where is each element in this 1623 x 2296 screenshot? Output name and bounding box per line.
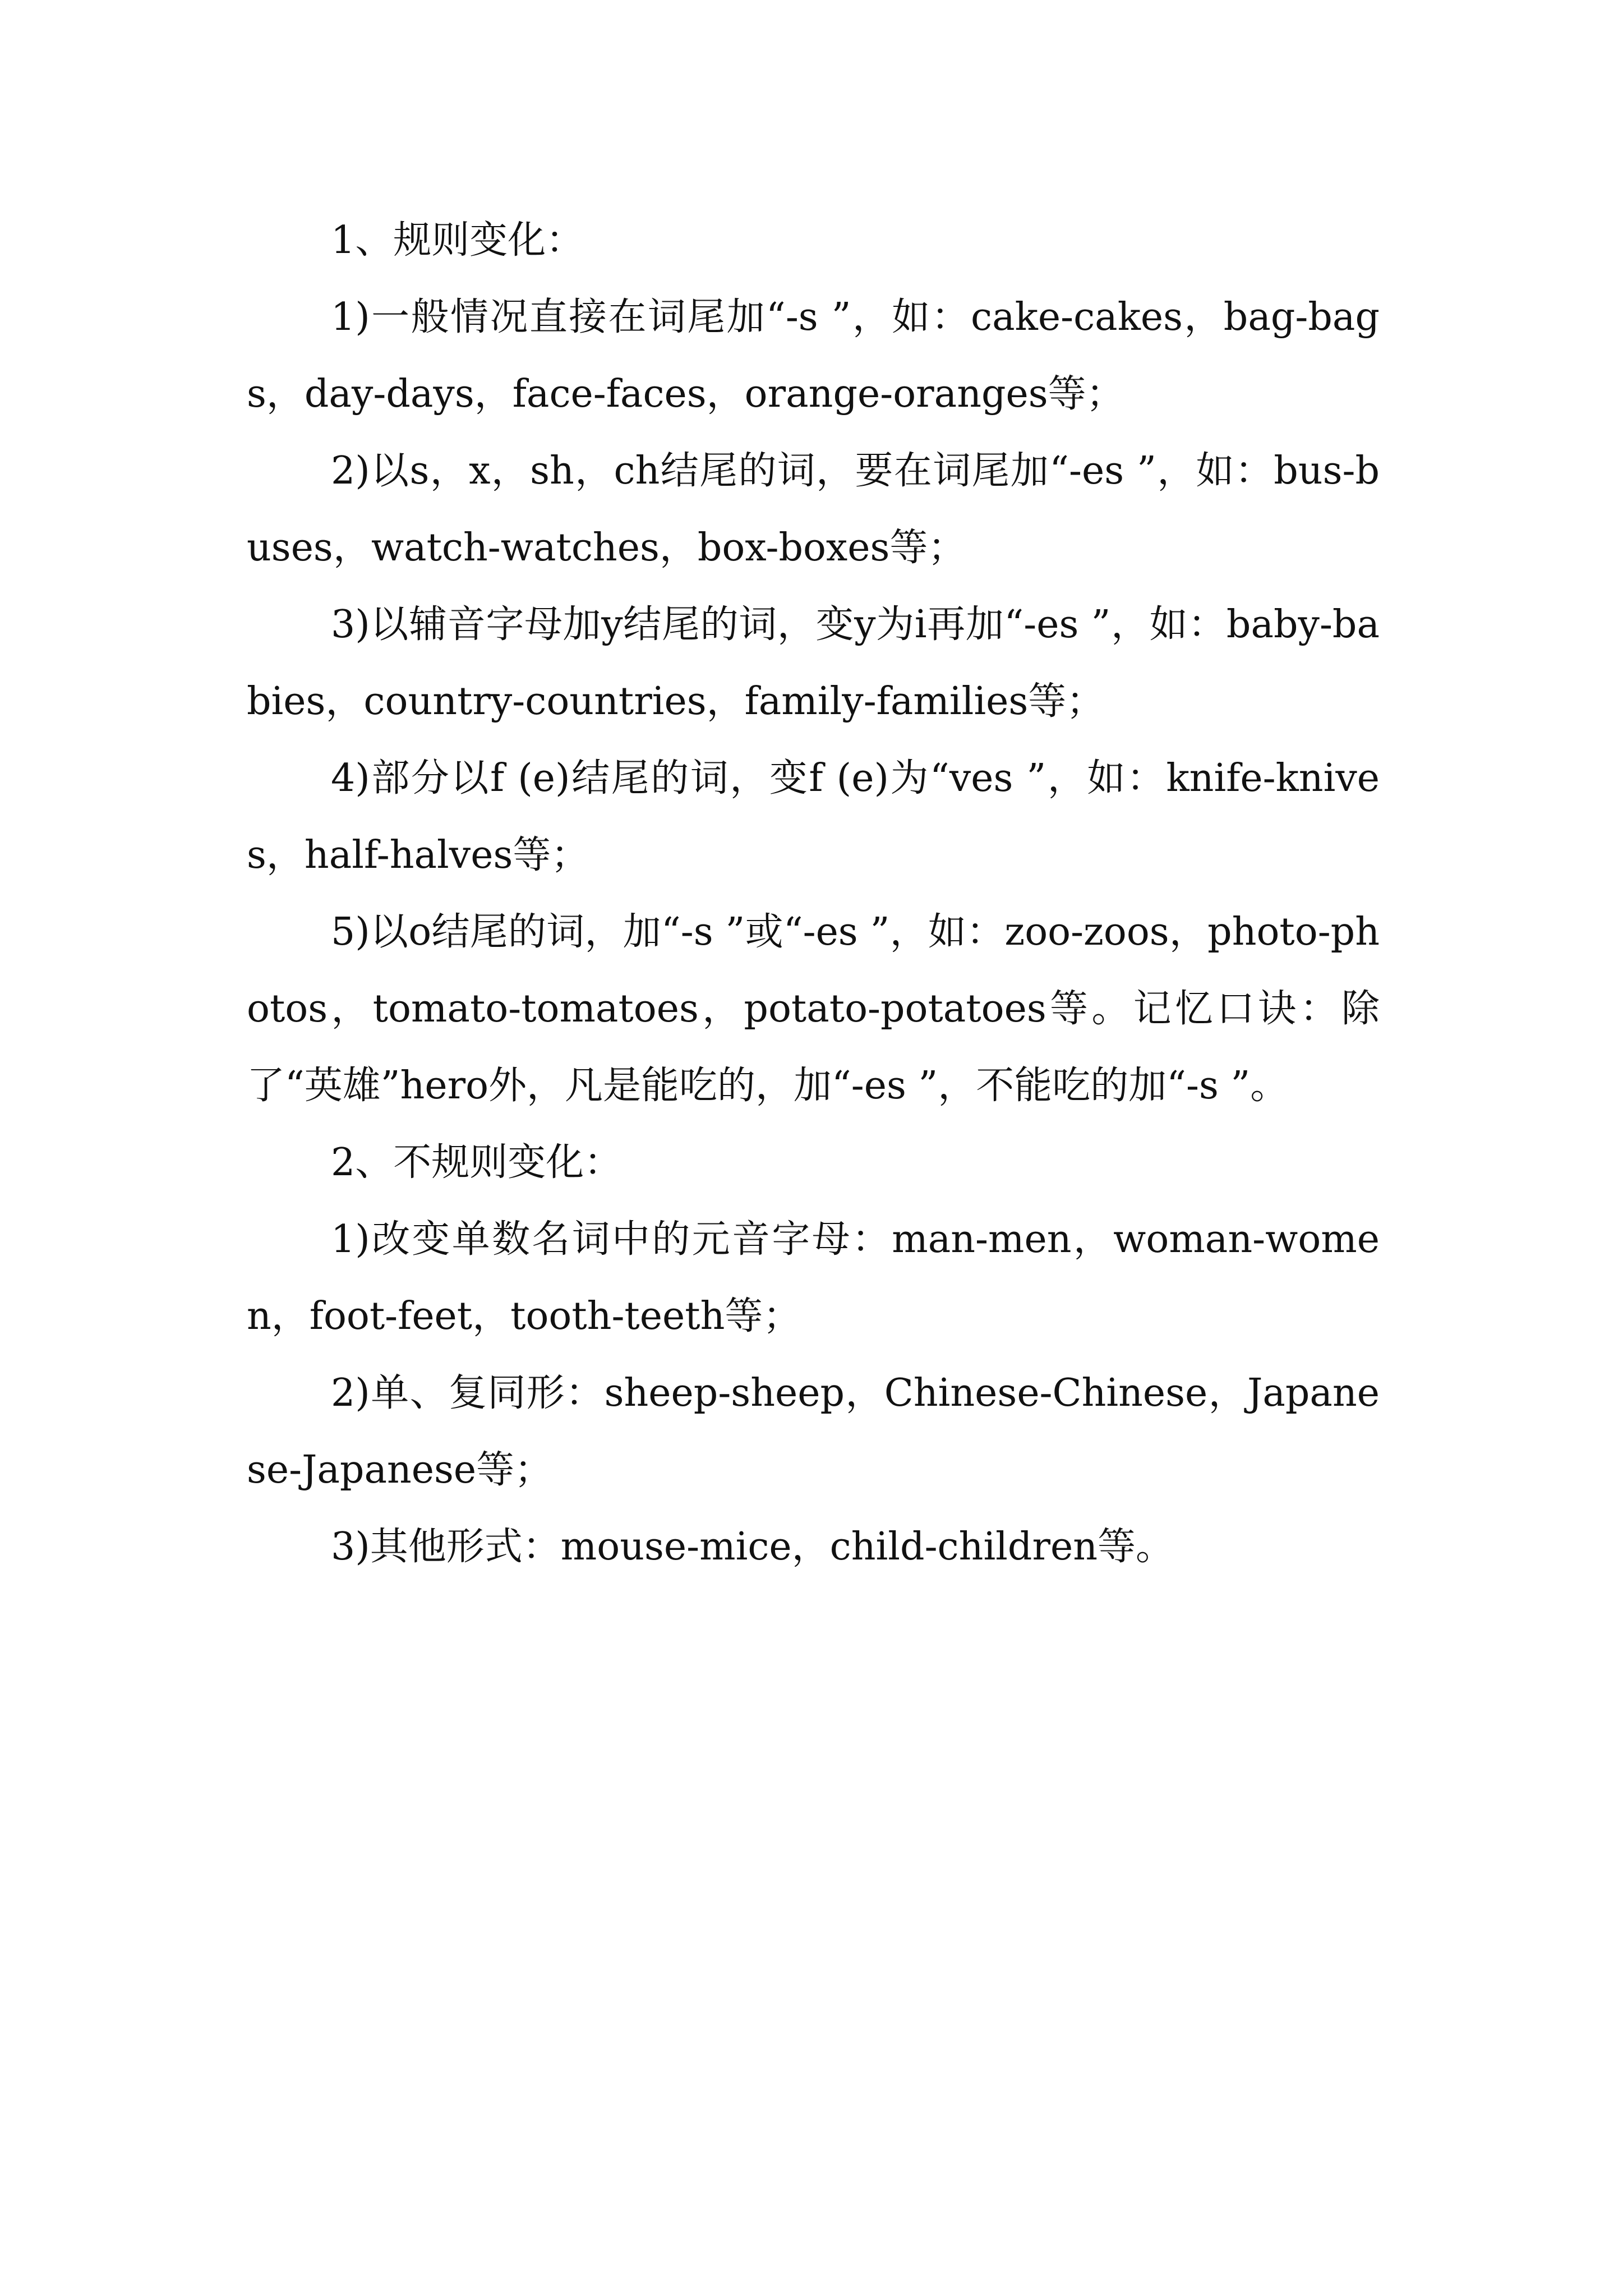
section-heading-irregular: 2、不规则变化： <box>331 1140 623 1185</box>
rule-regular-5: 5)以o结尾的词，加“-s ”或“-es ”，如：zoo-zoos，photo-photos，tomato-tomatoes，potato-potatoes等。记忆口诀：除了“英雄”hero外，凡是能吃的，加“-es ”，不能吃的加“-s ”。 <box>247 910 1380 1108</box>
rule-irregular-3: 3)其他形式：mouse-mice，child-children等。 <box>331 1525 1174 1569</box>
rule-regular-4: 4)部分以f (e)结尾的词，变f (e)为“ves ”，如：knife-knives，half-halves等； <box>247 756 1380 877</box>
rule-irregular-1: 1)改变单数名词中的元音字母：man-men，woman-women，foot-feet，tooth-teeth等； <box>247 1217 1380 1338</box>
document-body <box>247 202 1380 1585</box>
rule-irregular-2: 2)单、复同形：sheep-sheep，Chinese-Chinese，Japanese-Japanese等； <box>247 1371 1380 1492</box>
rule-regular-3: 3)以辅音字母加y结尾的词，变y为i再加“-es ”，如：baby-babies，country-countries，family-families等； <box>247 602 1380 724</box>
rule-regular-1: 1)一般情况直接在词尾加“-s ”，如：cake-cakes，bag-bags，day-days，face-faces，orange-oranges等； <box>247 295 1380 416</box>
rule-regular-2: 2)以s，x，sh，ch结尾的词，要在词尾加“-es ”，如：bus-buses，watch-watches，box-boxes等； <box>247 449 1380 570</box>
section-heading-regular: 1、规则变化： <box>331 218 584 263</box>
